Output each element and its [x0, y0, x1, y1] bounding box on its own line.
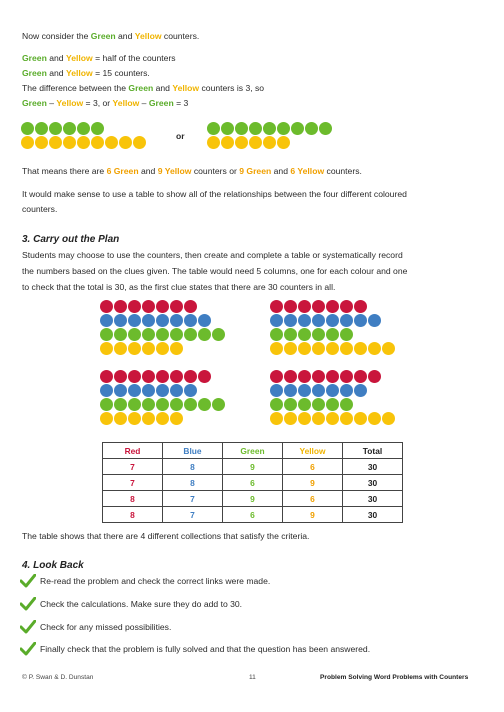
counter-dot [312, 398, 325, 411]
counter-dot [340, 398, 353, 411]
counter-row [100, 314, 225, 327]
counter-dot [298, 342, 311, 355]
counter-dot [142, 328, 155, 341]
l4-minus2: – [139, 98, 149, 108]
means-y1: 9 Yellow [157, 166, 192, 176]
l3-yellow: Yellow [172, 83, 200, 93]
cell-total: 30 [343, 475, 403, 491]
counter-dot [35, 136, 48, 149]
counter-dot [284, 398, 297, 411]
counter-dot [340, 314, 353, 327]
counter-row [100, 384, 225, 397]
counter-dot [114, 342, 127, 355]
counter-dot [326, 384, 339, 397]
counter-dot [270, 314, 283, 327]
counter-dot [114, 328, 127, 341]
counter-dot [142, 398, 155, 411]
counter-dot [354, 342, 367, 355]
counter-dot [340, 384, 353, 397]
counter-dot [340, 370, 353, 383]
counter-dot [298, 328, 311, 341]
means-mid: counters or [191, 166, 240, 176]
counter-dot [305, 122, 318, 135]
counter-row [100, 370, 225, 383]
cell-blue: 8 [163, 475, 223, 491]
counter-row [100, 342, 225, 355]
cell-red: 8 [103, 491, 163, 507]
counter-dot [198, 398, 211, 411]
counter-dot [49, 136, 62, 149]
counter-row [207, 136, 332, 149]
counter-dot [319, 122, 332, 135]
check-icon [20, 620, 36, 634]
table-row [103, 507, 403, 523]
means-y2: 6 Yellow [290, 166, 325, 176]
table-note: The table shows that there are 4 different collections that satisfy the criteria. [22, 531, 310, 541]
counter-dot [368, 412, 381, 425]
means-end: counters. [324, 166, 362, 176]
counter-dot [114, 370, 127, 383]
counter-dot [156, 300, 169, 313]
counter-dot [170, 384, 183, 397]
counter-row [270, 398, 395, 411]
or-label: or [176, 131, 185, 141]
counter-dot [156, 412, 169, 425]
counter-dot [284, 328, 297, 341]
counter-row [21, 122, 146, 135]
counter-dot [128, 328, 141, 341]
counter-dot [184, 328, 197, 341]
counter-dot [249, 136, 262, 149]
counter-dot [133, 136, 146, 149]
counter-dot [312, 370, 325, 383]
check-icon [20, 597, 36, 611]
counter-dot [340, 342, 353, 355]
counter-dot [128, 370, 141, 383]
counter-dot [91, 122, 104, 135]
counter-dot [170, 370, 183, 383]
sense-line-2: counters. [22, 204, 58, 214]
heading-carry-out-plan: 3. Carry out the Plan [22, 234, 120, 245]
counter-dot [326, 398, 339, 411]
counter-dot [128, 384, 141, 397]
counter-dot [326, 328, 339, 341]
l4-green2: Green [148, 98, 174, 108]
means-g2: 9 Green [239, 166, 272, 176]
counter-dot [340, 412, 353, 425]
counter-dot [100, 398, 113, 411]
means-line [22, 166, 362, 177]
counter-dot [142, 300, 155, 313]
counter-dot [284, 384, 297, 397]
counter-dot [156, 342, 169, 355]
counter-dot [156, 328, 169, 341]
counter-dot [312, 314, 325, 327]
counter-row [100, 300, 225, 313]
counter-dot [291, 122, 304, 135]
means-g1: 6 Green [106, 166, 139, 176]
counter-dot [326, 314, 339, 327]
relation-line-2 [22, 68, 150, 79]
cell-green: 6 [223, 475, 283, 491]
intro-line [22, 31, 199, 42]
check-icon [20, 642, 36, 656]
counter-dot [128, 342, 141, 355]
counter-row [270, 300, 395, 313]
counter-row [270, 412, 395, 425]
results-table [102, 442, 403, 523]
counter-dot [170, 398, 183, 411]
counter-dot [312, 328, 325, 341]
counter-dot [156, 398, 169, 411]
counter-dot [156, 370, 169, 383]
counter-dot [270, 398, 283, 411]
means-and2: and [271, 166, 291, 176]
counter-row [21, 136, 146, 149]
l4-yellow: Yellow [56, 98, 84, 108]
l4-end: = 3 [173, 98, 189, 108]
counter-dot [340, 300, 353, 313]
counter-dot [221, 122, 234, 135]
plan-line-3: to check that the total is 30, as the first clue states that there are 30 counters in all. [22, 282, 336, 292]
counter-dot [100, 328, 113, 341]
intro-end: counters. [161, 31, 200, 41]
counter-row [207, 122, 332, 135]
relation-line-1 [22, 53, 176, 64]
counters-option-a [21, 122, 146, 149]
counter-dot [198, 370, 211, 383]
counter-dot [170, 300, 183, 313]
check-item-2: Check the calculations. Make sure they do add to 30. [40, 599, 243, 609]
cell-yellow: 9 [283, 475, 343, 491]
counter-dot [114, 314, 127, 327]
counter-dot [170, 314, 183, 327]
counter-dot [368, 342, 381, 355]
counter-dot [368, 370, 381, 383]
cell-blue: 8 [163, 459, 223, 475]
counter-dot [114, 384, 127, 397]
counter-dot [382, 342, 395, 355]
counter-dot [170, 328, 183, 341]
counter-dot [354, 412, 367, 425]
counter-dot [156, 384, 169, 397]
counter-dot [63, 136, 76, 149]
cell-red: 7 [103, 459, 163, 475]
l1-yellow: Yellow [65, 53, 93, 63]
counter-dot [249, 122, 262, 135]
counters-option-b [207, 122, 332, 149]
counter-dot [114, 300, 127, 313]
counter-dot [284, 314, 297, 327]
l4-mid: = 3, or [83, 98, 113, 108]
counter-row [270, 314, 395, 327]
cell-red: 7 [103, 475, 163, 491]
counter-group-4 [270, 370, 395, 425]
plan-line-1: Students may choose to use the counters, then create and complete a table or systematically record [22, 250, 403, 260]
means-and1: and [138, 166, 158, 176]
counter-dot [119, 136, 132, 149]
check-item-1: Re-read the problem and check the correct links were made. [40, 576, 271, 586]
counter-row [270, 342, 395, 355]
intro-text: Now consider the [22, 31, 91, 41]
relation-line-3 [22, 83, 264, 94]
counter-dot [354, 314, 367, 327]
counter-dot [142, 370, 155, 383]
counter-dot [284, 412, 297, 425]
table-row [103, 459, 403, 475]
cell-yellow: 9 [283, 507, 343, 523]
counter-dot [100, 412, 113, 425]
cell-green: 9 [223, 459, 283, 475]
counter-row [100, 412, 225, 425]
counter-dot [21, 136, 34, 149]
counter-dot [340, 328, 353, 341]
counter-dot [270, 342, 283, 355]
counter-dot [354, 300, 367, 313]
counter-dot [77, 122, 90, 135]
check-icon [20, 574, 36, 588]
counter-dot [354, 370, 367, 383]
counter-dot [100, 370, 113, 383]
counter-dot [170, 342, 183, 355]
table-header-row [103, 443, 403, 459]
counter-dot [382, 412, 395, 425]
check-item-4: Finally check that the problem is fully solved and that the question has been answered. [40, 644, 371, 654]
counter-dot [128, 300, 141, 313]
counter-dot [21, 122, 34, 135]
counter-dot [298, 370, 311, 383]
counter-dot [235, 122, 248, 135]
l3-end: counters is 3, so [199, 83, 265, 93]
l2-rest: = 15 counters. [92, 68, 150, 78]
counter-dot [184, 314, 197, 327]
l1-rest: = half of the counters [92, 53, 176, 63]
counter-dot [263, 136, 276, 149]
counter-group-2 [270, 300, 395, 355]
counter-dot [100, 384, 113, 397]
intro-and: and [115, 31, 135, 41]
counter-dot [270, 300, 283, 313]
counter-dot [298, 314, 311, 327]
header-total: Total [343, 443, 403, 459]
counter-dot [170, 412, 183, 425]
counter-row [100, 398, 225, 411]
counter-dot [184, 370, 197, 383]
counter-dot [277, 136, 290, 149]
sense-line-1: It would make sense to use a table to show all of the relationships between the four different coloured [22, 189, 407, 199]
counter-dot [100, 342, 113, 355]
counter-dot [235, 136, 248, 149]
l2-and: and [46, 68, 66, 78]
table-row [103, 475, 403, 491]
intro-yellow: Yellow [134, 31, 162, 41]
counter-dot [312, 300, 325, 313]
counter-dot [312, 342, 325, 355]
l4-yellow2: Yellow [112, 98, 140, 108]
l1-green: Green [22, 53, 47, 63]
cell-yellow: 6 [283, 491, 343, 507]
counter-dot [63, 122, 76, 135]
counter-group-1 [100, 300, 225, 355]
counter-dot [184, 398, 197, 411]
counter-dot [312, 412, 325, 425]
header-blue: Blue [163, 443, 223, 459]
counter-dot [221, 136, 234, 149]
counter-dot [91, 136, 104, 149]
counter-dot [298, 384, 311, 397]
cell-red: 8 [103, 507, 163, 523]
cell-green: 9 [223, 491, 283, 507]
counter-dot [35, 122, 48, 135]
means-a: That means there are [22, 166, 107, 176]
l3-green: Green [128, 83, 154, 93]
l4-minus1: – [46, 98, 57, 108]
counter-dot [212, 328, 225, 341]
counter-dot [156, 314, 169, 327]
counter-dot [142, 314, 155, 327]
counter-dot [298, 412, 311, 425]
counter-dot [105, 136, 118, 149]
cell-total: 30 [343, 459, 403, 475]
counter-dot [198, 314, 211, 327]
counter-dot [263, 122, 276, 135]
counter-dot [114, 398, 127, 411]
relation-line-4 [22, 98, 188, 109]
counter-dot [326, 370, 339, 383]
footer-book-title: Problem Solving Word Problems with Counters [320, 674, 469, 681]
counter-row [270, 384, 395, 397]
cell-blue: 7 [163, 491, 223, 507]
counter-dot [368, 314, 381, 327]
cell-total: 30 [343, 491, 403, 507]
counter-dot [284, 370, 297, 383]
counter-dot [142, 342, 155, 355]
l3-and: and [153, 83, 173, 93]
cell-total: 30 [343, 507, 403, 523]
counter-dot [270, 412, 283, 425]
counter-dot [128, 412, 141, 425]
header-green: Green [223, 443, 283, 459]
counter-dot [128, 398, 141, 411]
l2-green: Green [22, 68, 47, 78]
counter-dot [49, 122, 62, 135]
cell-blue: 7 [163, 507, 223, 523]
counter-dot [326, 342, 339, 355]
plan-line-2: the numbers based on the clues given. The table would need 5 columns, one for each colour and one [22, 266, 408, 276]
counter-dot [354, 384, 367, 397]
header-yellow: Yellow [283, 443, 343, 459]
table-row [103, 491, 403, 507]
heading-look-back: 4. Look Back [22, 560, 84, 571]
counter-dot [270, 328, 283, 341]
counter-row [270, 370, 395, 383]
counter-dot [212, 398, 225, 411]
counter-dot [207, 122, 220, 135]
counter-dot [128, 314, 141, 327]
counter-dot [284, 342, 297, 355]
counter-row [100, 328, 225, 341]
l4-green: Green [22, 98, 47, 108]
footer-copyright: © P. Swan & D. Dunstan [22, 674, 94, 681]
counter-dot [100, 300, 113, 313]
counter-dot [184, 384, 197, 397]
counter-dot [298, 398, 311, 411]
counter-dot [277, 122, 290, 135]
counter-dot [270, 384, 283, 397]
counter-dot [114, 412, 127, 425]
l1-and: and [46, 53, 66, 63]
counter-dot [312, 384, 325, 397]
intro-green: Green [90, 31, 116, 41]
check-item-3: Check for any missed possibilities. [40, 622, 172, 632]
cell-green: 6 [223, 507, 283, 523]
counter-dot [298, 300, 311, 313]
counter-row [270, 328, 395, 341]
counter-dot [100, 314, 113, 327]
l3-a: The difference between the [22, 83, 129, 93]
counter-dot [184, 300, 197, 313]
counter-group-3 [100, 370, 225, 425]
cell-yellow: 6 [283, 459, 343, 475]
counter-dot [142, 384, 155, 397]
counter-dot [77, 136, 90, 149]
footer-page-number: 11 [249, 674, 256, 681]
l2-yellow: Yellow [65, 68, 93, 78]
counter-dot [270, 370, 283, 383]
counter-dot [284, 300, 297, 313]
counter-dot [326, 412, 339, 425]
header-red: Red [103, 443, 163, 459]
counter-dot [326, 300, 339, 313]
counter-dot [198, 328, 211, 341]
counter-dot [142, 412, 155, 425]
counter-dot [207, 136, 220, 149]
